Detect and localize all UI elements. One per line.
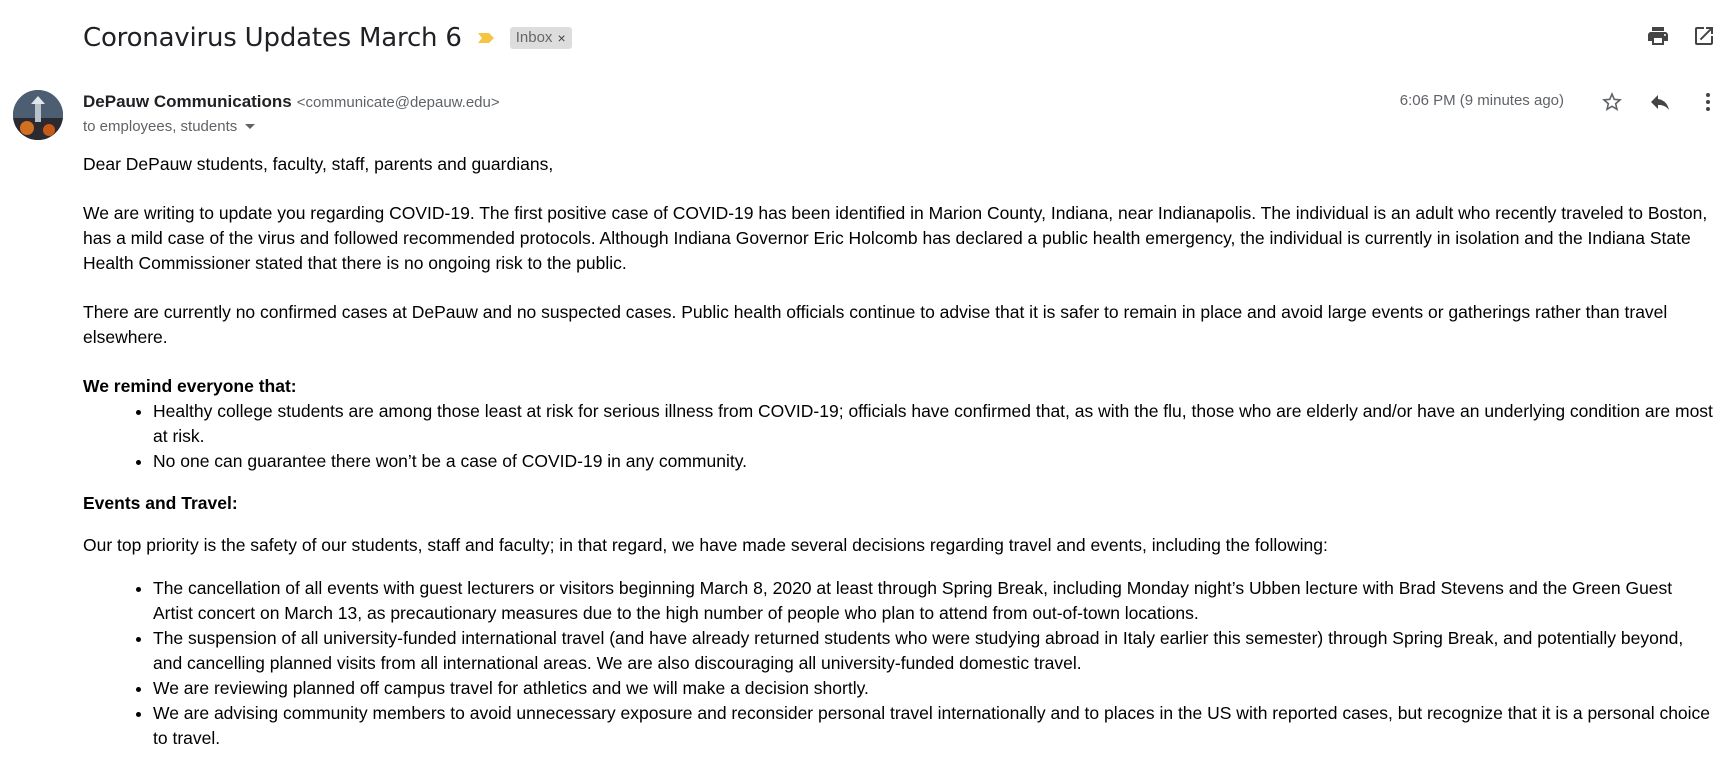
print-icon[interactable] [1644,22,1672,50]
list-item: • No one can guarantee there won’t be a case of COVID-19 in any community. [153,449,1713,474]
list-item: • The cancellation of all events with guest lecturers or visitors beginning March 8, 2020 at least through Spring Break, including Monday night’s Ubben lecture with Brad Stevens and the Green Guest Artist concert on March 13, as precautionary measures due to the high number of people who plan to attend from out-of-town locations. [153,576,1713,626]
sender-name[interactable]: DePauw Communications [83,92,292,111]
remind-list [83,399,1713,474]
events-list [83,576,1713,751]
star-icon[interactable] [1598,88,1626,116]
label-text: Inbox [515,29,553,46]
events-heading: Events and Travel: [83,493,238,513]
more-vertical-icon[interactable] [1694,88,1722,116]
remove-label-icon[interactable]: × [557,29,566,46]
paragraph-no-cases: There are currently no confirmed cases at DePauw and no suspected cases. Public health officials continue to advise that it is safer to remain in place and avoid large events or gatherings rather than travel elsewhere. [83,302,1668,347]
list-item: • We are advising community members to avoid unnecessary exposure and reconsider personal travel internationally and to places in the US with reported cases, but recognize that it is a personal choice to travel. [153,701,1713,751]
show-details-chevron-down-icon[interactable] [245,124,255,129]
thread-actions [1644,22,1718,50]
remind-heading: We remind everyone that: [83,376,297,396]
recipients-line[interactable] [83,118,255,135]
greeting: Dear DePauw students, faculty, staff, parents and guardians, [83,154,554,174]
events-intro: Our top priority is the safety of our students, staff and faculty; in that regard, we have made several decisions regarding travel and events, including the following: [83,535,1328,555]
message-actions [1598,88,1722,116]
importance-marker-icon[interactable] [476,28,496,48]
reply-icon[interactable] [1646,88,1674,116]
recipients-text: to employees, students [83,118,238,135]
list-item: • The suspension of all university-funded international travel (and have already returned students who were studying abroad in Italy earlier this semester) through Spring Break, and potentially beyond, and cancelling planned visits from all international areas. We are also discouraging all university-funded domestic travel. [153,626,1713,676]
paragraph-covid-update: We are writing to update you regarding COVID-19. The first positive case of COVID-19 has been identified in Marion County, Indiana, near Indianapolis. The individual is an adult who recently traveled to Boston, has a mild case of the virus and followed recommended protocols. Although Indiana Governor Eric Holcomb has declared a public health emergency, the individual is currently in isolation and the Indiana State Health Commissioner stated that there is no ongoing risk to the public. [83,203,1708,273]
subject-row [83,18,572,58]
list-item: • We are reviewing planned off campus travel for athletics and we will make a decision shortly. [153,676,1713,701]
list-item: • Healthy college students are among those least at risk for serious illness from COVID-19; officials have confirmed that, as with the flu, those who are elderly and/or have an underlying condition are most at risk. [153,399,1713,449]
sender-email: <communicate@depauw.edu> [296,94,500,111]
email-subject: Coronavirus Updates March 6 [83,23,462,53]
open-in-new-window-icon[interactable] [1690,22,1718,50]
inbox-label-chip[interactable] [510,27,572,49]
message-time: 6:06 PM (9 minutes ago) [1399,92,1564,109]
sender-line [83,92,500,112]
sender-avatar[interactable] [13,90,63,140]
message-body [83,152,1713,751]
